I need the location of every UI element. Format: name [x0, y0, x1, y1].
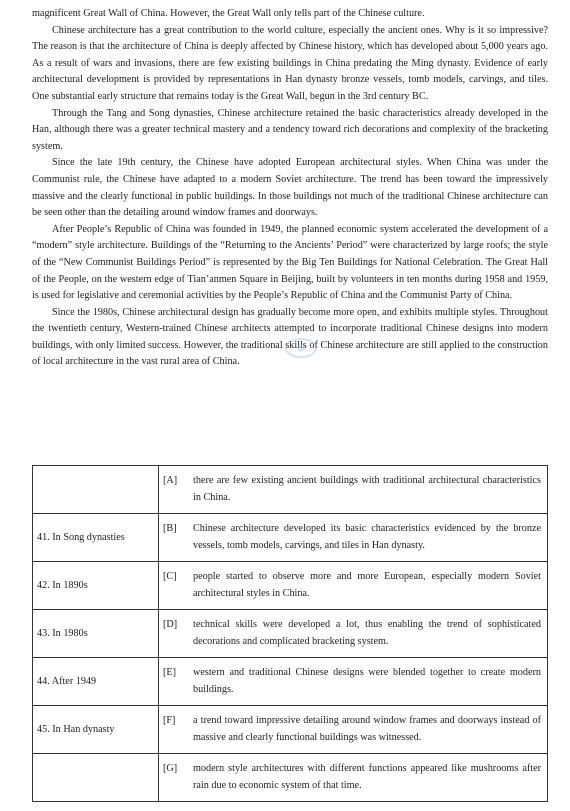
option-cell — [159, 706, 548, 754]
option-cell — [159, 466, 548, 514]
option-letter: [A] — [163, 474, 178, 486]
passage-paragraph: Since the late 19th century, the Chinese have adopted European architectural styles. When China was under the Communist rule, the Chinese have adapted to a modern Soviet architecture. The trend has been toward the impressively massive and the clearly functional in public buildings. In those buildings not much of the traditional Chinese architecture can be seen other than the detailing around window frames and doorways. — [32, 157, 548, 219]
option-text: modern style architectures with different functions appeared like mushrooms after rain due to economic system of that time. — [193, 762, 541, 791]
option-cell — [159, 658, 548, 706]
option-letter: [F] — [163, 714, 176, 726]
option-text: people started to observe more and more European, especially modern Soviet architectural styles in China. — [193, 570, 541, 599]
passage-paragraph: magnificent Great Wall of China. However, the Great Wall only tells part of the Chinese culture. — [32, 8, 425, 19]
question-cell — [33, 466, 159, 514]
reading-passage — [32, 6, 548, 371]
table-row — [33, 466, 548, 514]
passage-paragraph: After People’s Republic of China was founded in 1949, the planned economic system accelerated the development of a “modern” style architecture. Buildings of the “Returning to the Ancients’ Period” were characterized by large roofs; the style of the “New Communist Buildings Period” is represented by the Big Ten Buildings for National Celebration. The Great Hall of the People, on the western edge of Tian’anmen Square in Beijing, built by volunteers in ten months during 1958 and 1959, is used for legislative and ceremonial activities by the People’s Republic of China and the Communist Party of China. — [32, 223, 548, 302]
table-row — [33, 562, 548, 610]
question-cell: 45. In Han dynasty — [33, 706, 159, 754]
watermark-logo-icon — [284, 335, 318, 361]
option-letter: [B] — [163, 522, 177, 534]
option-cell — [159, 514, 548, 562]
option-letter: [C] — [163, 570, 177, 582]
passage-paragraph: Through the Tang and Song dynasties, Chinese architecture retained the basic characteristics already developed in the Han, although there was a greater technical mastery and a tendency toward rich decorations and complexity of the bracketing system. — [32, 107, 548, 152]
option-text: Chinese architecture developed its basic characteristics evidenced by the bronze vessels, tomb models, carvings, and tiles in Han dynasty. — [193, 522, 541, 551]
option-text: a trend toward impressive detailing around window frames and doorways instead of massive and clearly functional buildings was witnessed. — [193, 714, 541, 743]
matching-table — [32, 465, 548, 802]
table-row — [33, 706, 548, 754]
passage-paragraph: Chinese architecture has a great contribution to the world culture, especially the ancient ones. Why is it so impressive? The reason is that the architecture of China is deeply affected by Chinese history, which has developed about 5,000 years ago. As a result of wars and invasions, there are few existing buildings in China predating the Ming dynasty. Evidence of early architectural development is provided by representations in Han dynasty bronze vessels, tomb models, carvings, and tiles. One substantial early structure that remains today is the Great Wall, begun in the 3rd century BC. — [32, 24, 548, 102]
table-row — [33, 514, 548, 562]
option-cell — [159, 754, 548, 802]
option-cell — [159, 610, 548, 658]
question-cell: 42. In 1890s — [33, 562, 159, 610]
question-cell: 41. In Song dynasties — [33, 514, 159, 562]
option-text: western and traditional Chinese designs were blended together to create modern buildings. — [193, 666, 541, 695]
option-cell — [159, 562, 548, 610]
option-letter: [G] — [163, 762, 178, 774]
option-text: there are few existing ancient buildings with traditional architectural characteristics in China. — [193, 474, 541, 503]
table-row — [33, 754, 548, 802]
option-letter: [D] — [163, 618, 178, 630]
option-text: technical skills were developed a lot, thus enabling the trend of sophisticated decorations and complicated bracketing system. — [193, 618, 541, 647]
table-row — [33, 658, 548, 706]
option-letter: [E] — [163, 666, 177, 678]
table-row — [33, 610, 548, 658]
question-cell: 43. In 1980s — [33, 610, 159, 658]
question-cell — [33, 754, 159, 802]
question-cell: 44. After 1949 — [33, 658, 159, 706]
passage-paragraph: Since the 1980s, Chinese architectural design has gradually become more open, and exhibits multiple styles. Throughout the twentieth century, Western-trained Chinese architects attempted to incorporate traditional Chinese designs into modern buildings, with only limited success. However, the traditional skills of Chinese architecture are still applied to the construction of local architecture in the vast rural area of China. — [32, 306, 548, 368]
